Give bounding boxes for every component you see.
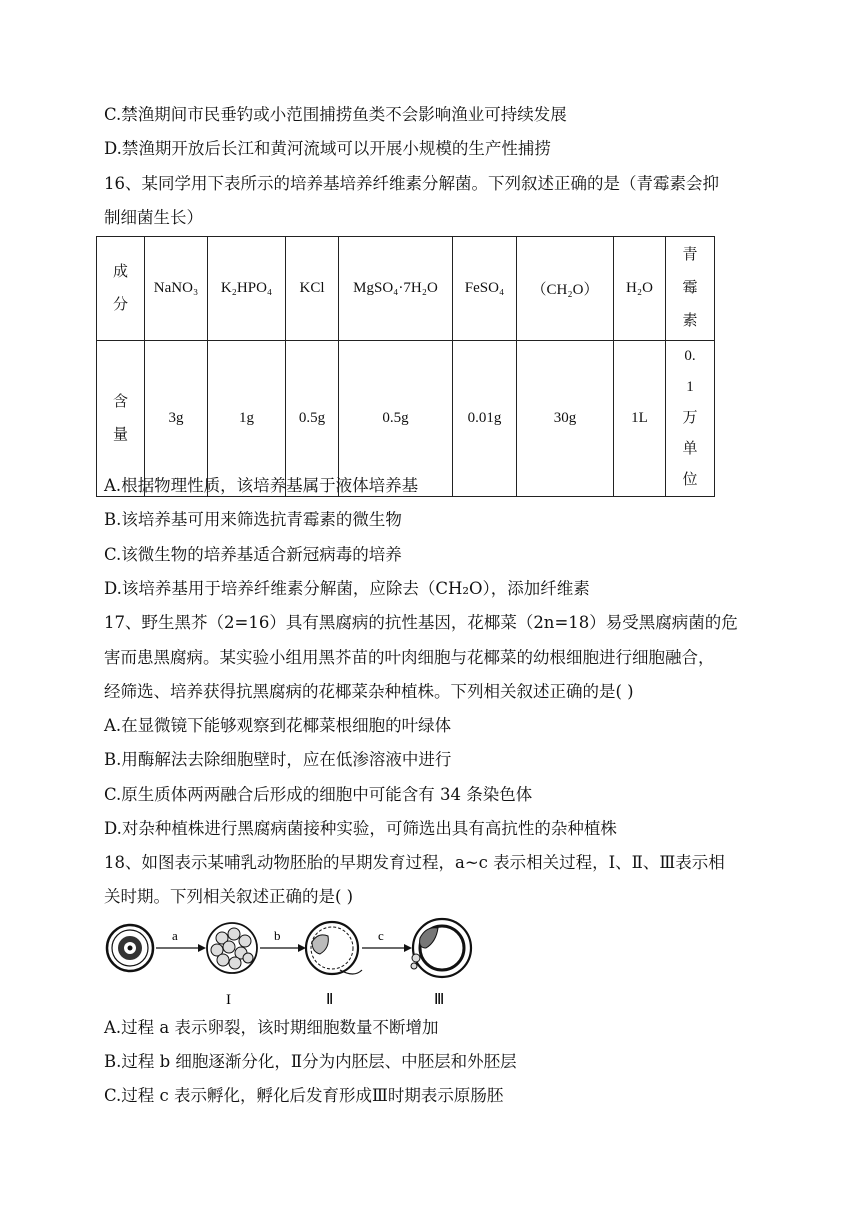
- table-cell-label: 含量: [97, 341, 145, 497]
- q18-stem-1: 18、如图表示某哺乳动物胚胎的早期发育过程，a~c 表示相关过程，I、Ⅱ、Ⅲ表示相: [104, 853, 725, 872]
- q18-option-a: A.过程 a 表示卵裂，该时期细胞数量不断增加: [104, 1018, 439, 1037]
- morula-illustration: [207, 923, 257, 973]
- table-cell: 1L: [614, 341, 666, 497]
- q16-option-c: C.该微生物的培养基适合新冠病毒的培养: [104, 545, 402, 564]
- line-q15-d: D.禁渔期开放后长江和黄河流域可以开展小规模的生产性捕捞: [104, 139, 551, 158]
- q17-option-d: D.对杂种植株进行黑腐病菌接种实验，可筛选出具有高抗性的杂种植株: [104, 819, 617, 838]
- table-header-cell: MgSO₄·7H₂O: [339, 237, 453, 341]
- hatched-blastocyst-illustration: [411, 919, 471, 977]
- table-row-components: [97, 237, 715, 341]
- q17-stem-2: 害而患黑腐病。某实验小组用黑芥苗的叶肉细胞与花椰菜的幼根细胞进行细胞融合，: [104, 648, 715, 667]
- blastocyst-illustration: [306, 922, 362, 974]
- table-cell: 1g: [208, 341, 286, 497]
- table-cell: 0.1万单位: [666, 341, 715, 497]
- line-q15-c: C.禁渔期间市民垂钓或小范围捕捞鱼类不会影响渔业可持续发展: [104, 105, 567, 124]
- q17-option-a: A.在显微镜下能够观察到花椰菜根细胞的叶绿体: [104, 716, 452, 735]
- table-header-cell: K₂HPO₄: [208, 237, 286, 341]
- q16-stem-2: 制细菌生长）: [104, 208, 203, 227]
- table-cell: 0.5g: [339, 341, 453, 497]
- table-header-cell: （CH₂O）: [517, 237, 614, 341]
- table-header-cell: KCl: [286, 237, 339, 341]
- embryo-development-diagram: [104, 908, 484, 1008]
- q18-stem-2: 关时期。下列相关叙述正确的是( ): [104, 887, 354, 906]
- table-row-amounts: [97, 341, 715, 497]
- q17-option-c: C.原生质体两两融合后形成的细胞中可能含有 34 条染色体: [104, 785, 533, 804]
- stage-label-1: I: [226, 992, 231, 1008]
- table-header-cell: 青霉素: [666, 237, 715, 341]
- zygote-illustration: [107, 925, 153, 971]
- stage-label-2: Ⅱ: [326, 992, 334, 1008]
- arrow-label-a: a: [172, 928, 178, 943]
- q17-stem-3: 经筛选、培养获得抗黑腐病的花椰菜杂种植株。下列相关叙述正确的是( ): [104, 682, 634, 701]
- table-cell: 0.01g: [453, 341, 517, 497]
- q16-option-d: D.该培养基用于培养纤维素分解菌，应除去（CH₂O），添加纤维素: [104, 579, 590, 598]
- arrow-label-c: c: [378, 928, 384, 943]
- q16-stem-1: 16、某同学用下表所示的培养基培养纤维素分解菌。下列叙述正确的是（青霉素会抑: [104, 174, 719, 193]
- arrow-label-b: b: [274, 928, 281, 943]
- table-header-cell: NaNO₃: [145, 237, 208, 341]
- stage-label-3: Ⅲ: [434, 992, 445, 1008]
- q18-option-c: C.过程 c 表示孵化，孵化后发育形成Ⅲ时期表示原肠胚: [104, 1086, 504, 1105]
- table-cell: 0.5g: [286, 341, 339, 497]
- table-cell-label: 成分: [97, 237, 145, 341]
- table-cell: 3g: [145, 341, 208, 497]
- arrow-b-head: [298, 944, 306, 952]
- table-cell: 30g: [517, 341, 614, 497]
- q17-option-b: B.用酶解法去除细胞壁时，应在低渗溶液中进行: [104, 750, 452, 769]
- table-header-cell: FeSO₄: [453, 237, 517, 341]
- table-header-cell: H₂O: [614, 237, 666, 341]
- arrow-a-head: [198, 944, 206, 952]
- q17-stem-1: 17、野生黑芥（2=16）具有黑腐病的抗性基因，花椰菜（2n=18）易受黑腐病菌的危: [104, 613, 738, 632]
- q16-option-a: A.根据物理性质，该培养基属于液体培养基: [104, 476, 419, 495]
- q16-option-b: B.该培养基可用来筛选抗青霉素的微生物: [104, 510, 402, 529]
- q18-option-b: B.过程 b 细胞逐渐分化，Ⅱ分为内胚层、中胚层和外胚层: [104, 1052, 517, 1071]
- arrow-c-head: [404, 944, 412, 952]
- culture-medium-table: [96, 236, 715, 497]
